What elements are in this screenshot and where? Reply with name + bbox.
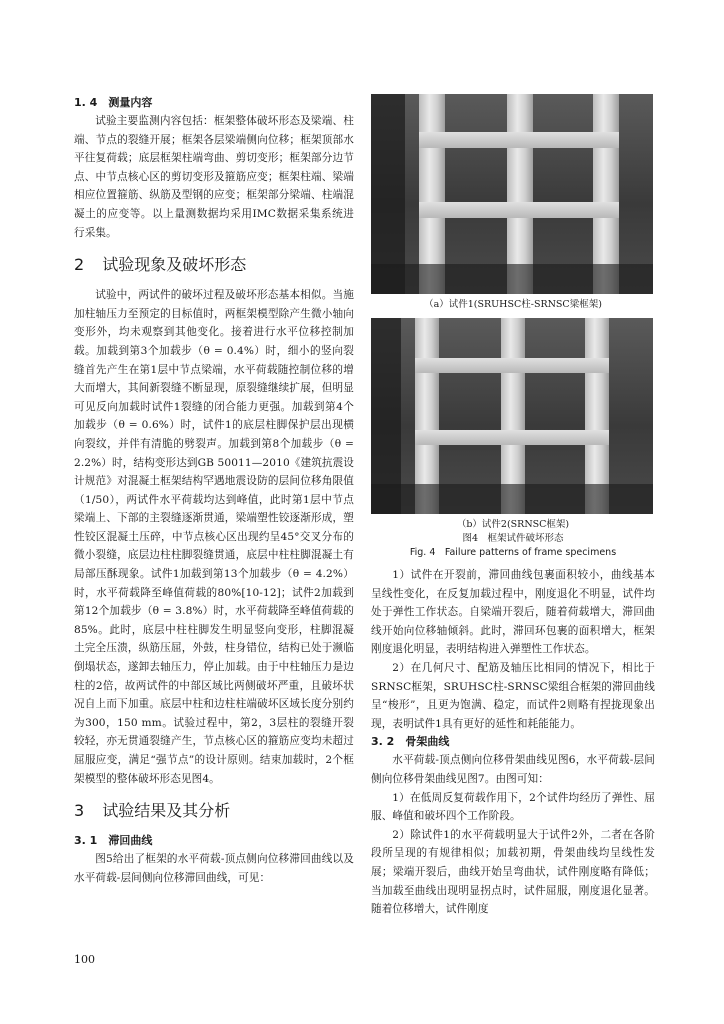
figure-4a-caption: （a）试件1(SRUHSC柱-SRNSC梁框架) [424, 299, 602, 310]
section-2-heading [74, 254, 354, 276]
section-2-body: 试验中，两试件的破坏过程及破坏形态基本相似。当施加柱轴压力至预定的目标值时，两框架模型除产生微小轴向变形外，均未观察到其他变化。接着进行水平位移控制加载。加载到第3个加载步（θ = 0.4%）时，细小的竖向裂缝首先产生在第1层中节点梁端，水平荷载随控制位移的增大而增大，其间新裂缝不断显现，原裂缝继续扩展，但明显可见反向加载时试件1裂缝的闭合能力更强。加载到第4个加载步（θ = 0.6%）时，试件1的底层柱脚保护层出现横向裂纹，并伴有清脆的劈裂声。加载到第8个加载步（θ = 2.2%）时，结构变形达到GB 50011—2010《建筑抗震设计规范》对混凝土框架结构罕遇地震设防的层间位移角限值（1/50），两试件水平荷载均达到峰值，此时第1层中节点梁端上、下部的主裂缝逐渐贯通，梁端塑性铰逐渐形成，塑性铰区混凝土压碎，中节点核心区出现约呈45°交叉分布的微小裂缝，底层边柱柱脚裂缝贯通，底层中柱柱脚混凝土有局部压酥现象。试件1加载到第13个加载步（θ = 4.2%）时，水平荷载降至峰值荷载的80%[10-12]；试件2加载到第12个加载步（θ = 3.8%）时，水平荷载降至峰值荷载的85%。此时，底层中柱柱脚发生明显竖向变形，柱脚混凝土完全压溃，纵筋压屈，外鼓，柱身错位，结构已处于濒临倒塌状态，遂卸去轴压力，停止加载。由于中柱轴压力是边柱的2倍，故两试件的中部区域比两侧破坏严重，且破坏状况自上而下加重。底层中柱和边柱柱端破坏区域长度分别约为300，150 mm。试验过程中，第2，3层柱的裂缝开裂较轻，亦无贯通裂缝产生，节点核心区的箍筋应变均未超过屈服应变，满足“强节点”的设计原则。结束加载时，2个框架模型的整体破坏形态见图4。 [74, 289, 354, 785]
section-1-4-body: 试验主要监测内容包括：框架整体破坏形态及梁端、柱端、节点的裂缝开展；框架各层梁端侧向位移；框架顶部水平往复荷载；底层框架柱端弯曲、剪切变形；框架部分边节点、中节点核心区的剪切变形及箍筋应变；框架柱端、梁端相应位置箍筋、纵筋及型钢的应变；框架部分梁端、柱端混凝土的应变等。以上量测数据均采用IMC数据采集系统进行采集。 [74, 115, 354, 239]
section-3-2-body: 水平荷载-顶点侧向位移骨架曲线见图6，水平荷载-层间侧向位移骨架曲线见图7。由图可知： [371, 754, 655, 785]
figure-4-title-cn: 图4 框架试件破坏形态 [462, 533, 564, 544]
section-3-1-item-2: 2）在几何尺寸、配筋及轴压比相同的情况下，相比于SRNSC框架，SRUHSC柱-SRNSC梁组合框架的滞回曲线呈“梭形”，且更为饱满、稳定，而试件2则略有捏拢现象出现，表明试件1具有更好的延性和耗能能力。 [371, 661, 655, 730]
section-3-1-body: 图5给出了框架的水平荷载-顶点侧向位移滞回曲线以及水平荷载-层间侧向位移滞回曲线，可见： [74, 853, 354, 884]
section-3-heading [74, 800, 354, 822]
section-3-2-title: 3. 2 骨架曲线 [371, 735, 450, 749]
section-3-1-item-1: 1）试件在开裂前，滞回曲线包裹面积较小，曲线基本呈线性变化，在反复加载过程中，刚度退化不明显，试件均处于弹性工作状态。自梁端开裂后，随着荷载增大，滞回曲线开始向位移轴倾斜。此时，滞回环包裹的面积增大，框架刚度退化明显，表明结构进入弹塑性工作状态。 [371, 569, 655, 656]
section-3-2-item-1: 1）在低周反复荷载作用下，2个试件均经历了弹性、屈服、峰值和破坏四个工作阶段。 [371, 791, 655, 823]
section-2-number: 2 [74, 255, 85, 275]
section-3-1-title: 3. 1 滞回曲线 [74, 834, 153, 848]
section-2-title: 试验现象及破坏形态 [102, 255, 247, 275]
right-column [371, 94, 655, 919]
figure-4-title-en: Fig. 4 Failure patterns of frame specimens [409, 547, 617, 558]
figure-4a-photo [371, 94, 653, 294]
page-number: 100 [74, 953, 95, 966]
section-1-4-title: 1. 4 测量内容 [74, 96, 153, 109]
figure-4b-caption: （b）试件2(SRNSC框架) [456, 519, 570, 530]
section-3-title: 试验结果及其分析 [102, 801, 231, 821]
left-column [74, 94, 354, 887]
section-3-2-item-2: 2）除试件1的水平荷载明显大于试件2外，二者在各阶段所呈现的有规律相似；加载初期，骨架曲线均呈线性发展；梁端开裂后，曲线开始呈弯曲状，试件刚度略有降低；当加载至曲线出现明显拐点时，试件屈服，刚度退化显著。随着位移增大，试件刚度 [371, 828, 655, 916]
section-3-number: 3 [74, 801, 85, 821]
figure-4b-photo [371, 318, 653, 514]
